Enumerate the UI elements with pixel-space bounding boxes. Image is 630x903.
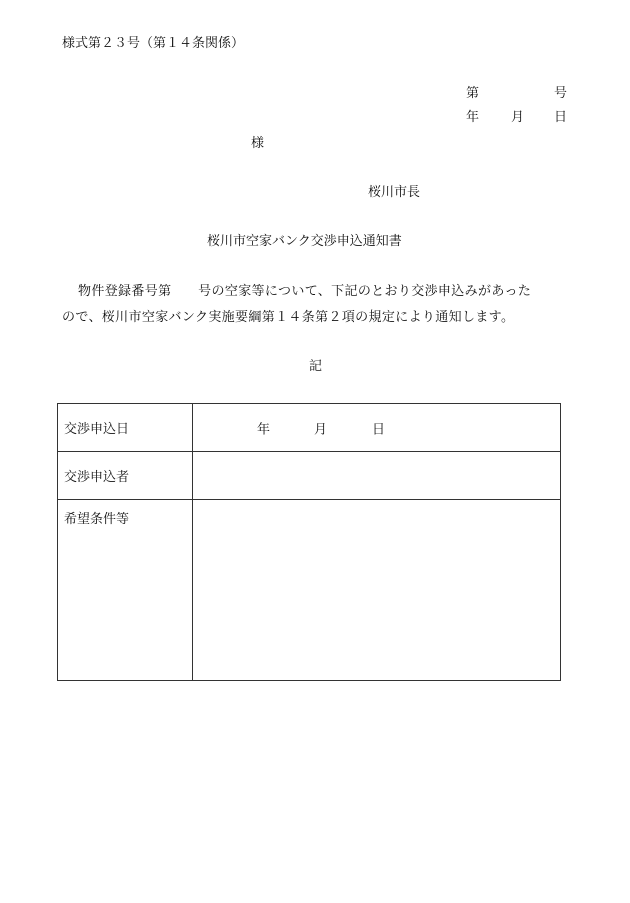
negotiation-date-year: 年 bbox=[257, 422, 271, 437]
negotiation-date-label: 交渉申込日 bbox=[58, 404, 193, 452]
issue-date-day: 日 bbox=[554, 110, 568, 125]
desired-conditions-value bbox=[193, 500, 561, 681]
addressee: 様 bbox=[251, 136, 265, 151]
ki-heading: 記 bbox=[309, 359, 323, 374]
details-table bbox=[57, 403, 561, 681]
body-text-line-1: 物件登録番号第 号の空家等について、下記のとおり交渉申込みがあった bbox=[78, 284, 532, 299]
document-number-suffix: 号 bbox=[554, 86, 568, 101]
negotiation-date-month: 月 bbox=[314, 422, 328, 437]
table-row bbox=[58, 500, 561, 681]
table-row bbox=[58, 404, 561, 452]
issue-date-year: 年 bbox=[466, 110, 480, 125]
desired-conditions-label: 希望条件等 bbox=[58, 500, 193, 681]
table-row bbox=[58, 452, 561, 500]
issue-date-month: 月 bbox=[511, 110, 525, 125]
applicant-value bbox=[193, 452, 561, 500]
form-number: 様式第２３号（第１４条関係） bbox=[62, 36, 245, 51]
body-text-line-2: ので、桜川市空家バンク実施要綱第１４条第２項の規定により通知します。 bbox=[62, 310, 515, 325]
negotiation-date-day: 日 bbox=[372, 422, 386, 437]
document-title: 桜川市空家バンク交渉申込通知書 bbox=[207, 234, 402, 249]
applicant-label: 交渉申込者 bbox=[58, 452, 193, 500]
document-number-label: 第 bbox=[466, 86, 480, 101]
negotiation-date-value bbox=[193, 404, 561, 452]
sender: 桜川市長 bbox=[368, 185, 421, 200]
